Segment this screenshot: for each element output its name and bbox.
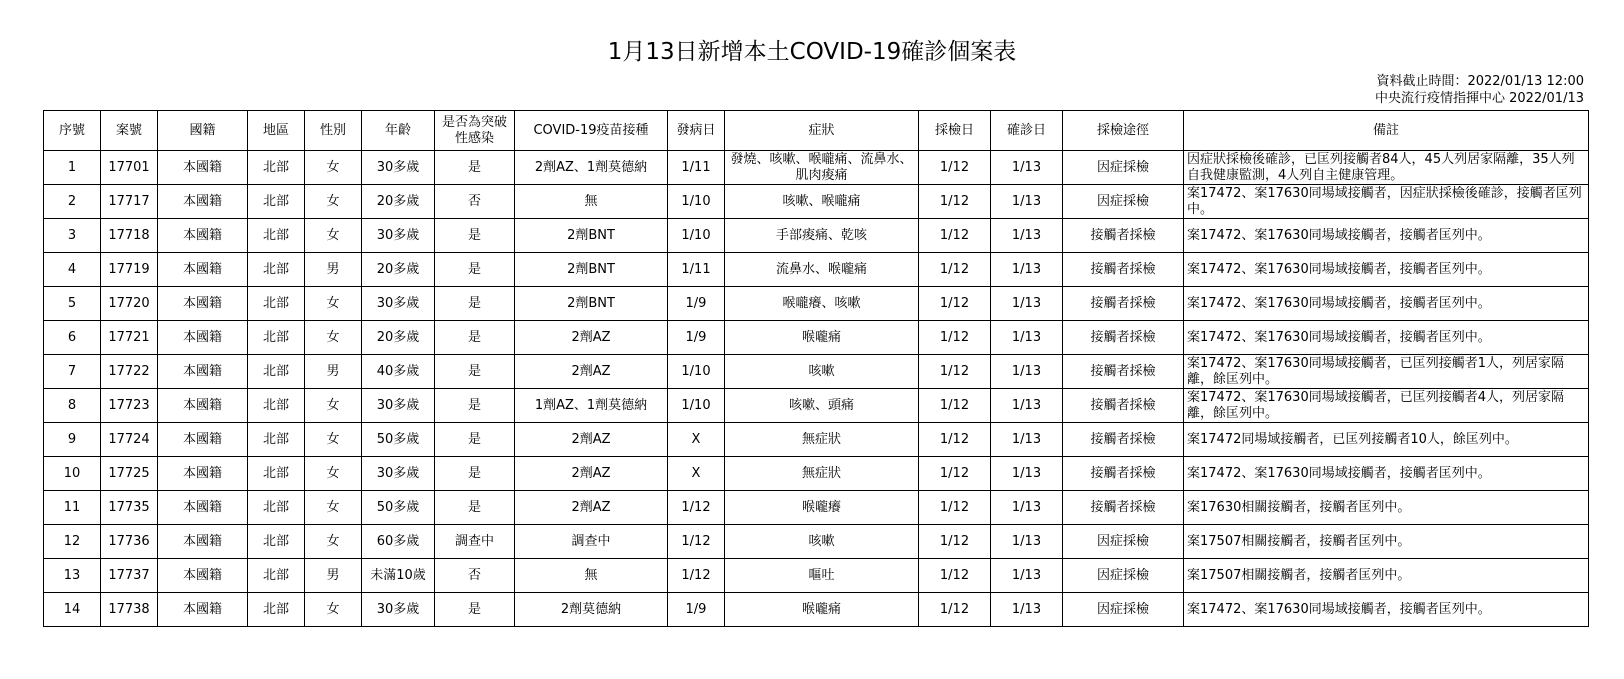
confirm-date-cell: 1/13 <box>991 355 1063 389</box>
serial-no-cell: 1 <box>44 151 101 185</box>
cases-table <box>43 110 1589 627</box>
nationality-cell: 本國籍 <box>158 321 248 355</box>
vaccine-cell: 2劑AZ <box>515 321 668 355</box>
vaccine-cell: 2劑AZ <box>515 423 668 457</box>
confirm-date-cell: 1/13 <box>991 423 1063 457</box>
table-row <box>44 593 1589 627</box>
confirm-date-cell: 1/13 <box>991 389 1063 423</box>
test-date-cell: 1/12 <box>919 185 991 219</box>
age-cell: 20多歲 <box>362 321 435 355</box>
nationality-cell: 本國籍 <box>158 287 248 321</box>
test-date-cell: 1/12 <box>919 559 991 593</box>
age-cell: 30多歲 <box>362 457 435 491</box>
header-cell: 確診日 <box>991 111 1063 151</box>
breakthrough-cell: 是 <box>435 593 515 627</box>
header-cell: 地區 <box>248 111 305 151</box>
nationality-cell: 本國籍 <box>158 185 248 219</box>
serial-no-cell: 6 <box>44 321 101 355</box>
onset-date-cell: X <box>668 457 725 491</box>
test-date-cell: 1/12 <box>919 491 991 525</box>
symptoms-cell: 咳嗽、喉嚨痛 <box>725 185 919 219</box>
onset-date-cell: 1/9 <box>668 287 725 321</box>
nationality-cell: 本國籍 <box>158 219 248 253</box>
age-cell: 40多歲 <box>362 355 435 389</box>
serial-no-cell: 8 <box>44 389 101 423</box>
table-row <box>44 389 1589 423</box>
sex-cell: 男 <box>305 559 362 593</box>
table-row <box>44 321 1589 355</box>
sex-cell: 女 <box>305 287 362 321</box>
nationality-cell: 本國籍 <box>158 559 248 593</box>
onset-date-cell: 1/10 <box>668 219 725 253</box>
symptoms-cell: 喉嚨癢 <box>725 491 919 525</box>
test-date-cell: 1/12 <box>919 457 991 491</box>
symptoms-cell: 流鼻水、喉嚨痛 <box>725 253 919 287</box>
symptoms-cell: 無症狀 <box>725 457 919 491</box>
test-route-cell: 接觸者採檢 <box>1063 219 1184 253</box>
serial-no-cell: 3 <box>44 219 101 253</box>
symptoms-cell: 咳嗽 <box>725 355 919 389</box>
header-cell: COVID-19疫苗接種 <box>515 111 668 151</box>
breakthrough-cell: 是 <box>435 355 515 389</box>
note-cell: 因症狀採檢後確診，已匡列接觸者84人，45人列居家隔離，35人列自我健康監測，4人列自主健康管理。 <box>1184 151 1589 185</box>
header-cell: 序號 <box>44 111 101 151</box>
note-cell: 案17507相關接觸者，接觸者匡列中。 <box>1184 525 1589 559</box>
header-cell: 性別 <box>305 111 362 151</box>
symptoms-cell: 嘔吐 <box>725 559 919 593</box>
header-cell: 採檢途徑 <box>1063 111 1184 151</box>
vaccine-cell: 2劑AZ <box>515 491 668 525</box>
confirm-date-cell: 1/13 <box>991 219 1063 253</box>
serial-no-cell: 5 <box>44 287 101 321</box>
breakthrough-cell: 是 <box>435 253 515 287</box>
case-no-cell: 17719 <box>101 253 158 287</box>
age-cell: 30多歲 <box>362 219 435 253</box>
sex-cell: 女 <box>305 423 362 457</box>
vaccine-cell: 無 <box>515 185 668 219</box>
sex-cell: 女 <box>305 491 362 525</box>
test-route-cell: 接觸者採檢 <box>1063 321 1184 355</box>
confirm-date-cell: 1/13 <box>991 593 1063 627</box>
sex-cell: 女 <box>305 457 362 491</box>
test-route-cell: 因症採檢 <box>1063 525 1184 559</box>
onset-date-cell: 1/12 <box>668 491 725 525</box>
region-cell: 北部 <box>248 423 305 457</box>
table-row <box>44 525 1589 559</box>
table-row <box>44 253 1589 287</box>
serial-no-cell: 4 <box>44 253 101 287</box>
age-cell: 20多歲 <box>362 185 435 219</box>
data-cutoff-time: 資料截止時間：2022/01/13 12:00 <box>1376 74 1584 89</box>
header-cell: 是否為突破性感染 <box>435 111 515 151</box>
test-route-cell: 接觸者採檢 <box>1063 287 1184 321</box>
breakthrough-cell: 是 <box>435 457 515 491</box>
breakthrough-cell: 是 <box>435 389 515 423</box>
table-row <box>44 185 1589 219</box>
symptoms-cell: 喉嚨癢、咳嗽 <box>725 287 919 321</box>
region-cell: 北部 <box>248 389 305 423</box>
onset-date-cell: X <box>668 423 725 457</box>
note-cell: 案17472、案17630同場域接觸者，接觸者匡列中。 <box>1184 457 1589 491</box>
serial-no-cell: 12 <box>44 525 101 559</box>
nationality-cell: 本國籍 <box>158 457 248 491</box>
case-no-cell: 17724 <box>101 423 158 457</box>
header-cell: 採檢日 <box>919 111 991 151</box>
note-cell: 案17472同場域接觸者，已匡列接觸者10人，餘匡列中。 <box>1184 423 1589 457</box>
confirm-date-cell: 1/13 <box>991 321 1063 355</box>
vaccine-cell: 1劑AZ、1劑莫德納 <box>515 389 668 423</box>
onset-date-cell: 1/12 <box>668 559 725 593</box>
serial-no-cell: 14 <box>44 593 101 627</box>
sex-cell: 男 <box>305 253 362 287</box>
serial-no-cell: 13 <box>44 559 101 593</box>
report-meta <box>1375 73 1584 107</box>
sex-cell: 女 <box>305 219 362 253</box>
report-source: 中央流行疫情指揮中心 2022/01/13 <box>1374 91 1584 106</box>
age-cell: 50多歲 <box>362 423 435 457</box>
sex-cell: 女 <box>305 389 362 423</box>
case-no-cell: 17718 <box>101 219 158 253</box>
test-route-cell: 接觸者採檢 <box>1063 355 1184 389</box>
test-route-cell: 因症採檢 <box>1063 151 1184 185</box>
test-date-cell: 1/12 <box>919 219 991 253</box>
case-no-cell: 17701 <box>101 151 158 185</box>
table-body <box>44 151 1589 627</box>
region-cell: 北部 <box>248 253 305 287</box>
region-cell: 北部 <box>248 457 305 491</box>
header-cell: 年齡 <box>362 111 435 151</box>
table-row <box>44 559 1589 593</box>
note-cell: 案17630相關接觸者，接觸者匡列中。 <box>1184 491 1589 525</box>
confirm-date-cell: 1/13 <box>991 151 1063 185</box>
header-cell: 發病日 <box>668 111 725 151</box>
case-no-cell: 17737 <box>101 559 158 593</box>
region-cell: 北部 <box>248 151 305 185</box>
nationality-cell: 本國籍 <box>158 253 248 287</box>
symptoms-cell: 喉嚨痛 <box>725 321 919 355</box>
confirm-date-cell: 1/13 <box>991 559 1063 593</box>
test-route-cell: 因症採檢 <box>1063 593 1184 627</box>
region-cell: 北部 <box>248 287 305 321</box>
test-route-cell: 接觸者採檢 <box>1063 457 1184 491</box>
onset-date-cell: 1/9 <box>668 593 725 627</box>
onset-date-cell: 1/10 <box>668 355 725 389</box>
onset-date-cell: 1/10 <box>668 185 725 219</box>
page-title: 1月13日新增本土COVID-19確診個案表 <box>607 39 1017 65</box>
breakthrough-cell: 否 <box>435 559 515 593</box>
test-route-cell: 因症採檢 <box>1063 185 1184 219</box>
test-date-cell: 1/12 <box>919 389 991 423</box>
test-route-cell: 因症採檢 <box>1063 559 1184 593</box>
breakthrough-cell: 是 <box>435 219 515 253</box>
note-cell: 案17472、案17630同場域接觸者，因症狀採檢後確診，接觸者匡列中。 <box>1184 185 1589 219</box>
case-no-cell: 17720 <box>101 287 158 321</box>
nationality-cell: 本國籍 <box>158 151 248 185</box>
serial-no-cell: 9 <box>44 423 101 457</box>
age-cell: 30多歲 <box>362 287 435 321</box>
breakthrough-cell: 調查中 <box>435 525 515 559</box>
vaccine-cell: 2劑AZ <box>515 355 668 389</box>
test-date-cell: 1/12 <box>919 287 991 321</box>
case-no-cell: 17721 <box>101 321 158 355</box>
symptoms-cell: 咳嗽、頭痛 <box>725 389 919 423</box>
table-row <box>44 423 1589 457</box>
vaccine-cell: 2劑AZ、1劑莫德納 <box>515 151 668 185</box>
case-no-cell: 17738 <box>101 593 158 627</box>
age-cell: 30多歲 <box>362 593 435 627</box>
breakthrough-cell: 是 <box>435 423 515 457</box>
note-cell: 案17472、案17630同場域接觸者，已匡列接觸者4人，列居家隔離，餘匡列中。 <box>1184 389 1589 423</box>
nationality-cell: 本國籍 <box>158 593 248 627</box>
test-date-cell: 1/12 <box>919 593 991 627</box>
test-date-cell: 1/12 <box>919 525 991 559</box>
vaccine-cell: 2劑BNT <box>515 219 668 253</box>
header-cell: 國籍 <box>158 111 248 151</box>
table-row <box>44 355 1589 389</box>
vaccine-cell: 2劑AZ <box>515 457 668 491</box>
header-cell: 症狀 <box>725 111 919 151</box>
age-cell: 30多歲 <box>362 151 435 185</box>
nationality-cell: 本國籍 <box>158 525 248 559</box>
onset-date-cell: 1/11 <box>668 151 725 185</box>
vaccine-cell: 調查中 <box>515 525 668 559</box>
case-no-cell: 17723 <box>101 389 158 423</box>
sex-cell: 男 <box>305 355 362 389</box>
test-route-cell: 接觸者採檢 <box>1063 253 1184 287</box>
sex-cell: 女 <box>305 321 362 355</box>
case-no-cell: 17736 <box>101 525 158 559</box>
serial-no-cell: 2 <box>44 185 101 219</box>
symptoms-cell: 無症狀 <box>725 423 919 457</box>
note-cell: 案17472、案17630同場域接觸者，接觸者匡列中。 <box>1184 253 1589 287</box>
test-route-cell: 接觸者採檢 <box>1063 423 1184 457</box>
onset-date-cell: 1/9 <box>668 321 725 355</box>
vaccine-cell: 2劑BNT <box>515 287 668 321</box>
nationality-cell: 本國籍 <box>158 491 248 525</box>
confirm-date-cell: 1/13 <box>991 287 1063 321</box>
test-route-cell: 接觸者採檢 <box>1063 389 1184 423</box>
test-date-cell: 1/12 <box>919 321 991 355</box>
table-row <box>44 457 1589 491</box>
sex-cell: 女 <box>305 593 362 627</box>
note-cell: 案17507相關接觸者，接觸者匡列中。 <box>1184 559 1589 593</box>
region-cell: 北部 <box>248 355 305 389</box>
breakthrough-cell: 否 <box>435 185 515 219</box>
case-no-cell: 17725 <box>101 457 158 491</box>
confirm-date-cell: 1/13 <box>991 491 1063 525</box>
case-no-cell: 17735 <box>101 491 158 525</box>
symptoms-cell: 咳嗽 <box>725 525 919 559</box>
region-cell: 北部 <box>248 559 305 593</box>
table-row <box>44 287 1589 321</box>
test-date-cell: 1/12 <box>919 355 991 389</box>
region-cell: 北部 <box>248 593 305 627</box>
nationality-cell: 本國籍 <box>158 389 248 423</box>
symptoms-cell: 手部痠痛、乾咳 <box>725 219 919 253</box>
serial-no-cell: 10 <box>44 457 101 491</box>
case-no-cell: 17722 <box>101 355 158 389</box>
symptoms-cell: 發燒、咳嗽、喉嚨痛、流鼻水、肌肉痠痛 <box>725 151 919 185</box>
vaccine-cell: 無 <box>515 559 668 593</box>
onset-date-cell: 1/11 <box>668 253 725 287</box>
nationality-cell: 本國籍 <box>158 423 248 457</box>
sex-cell: 女 <box>305 185 362 219</box>
confirm-date-cell: 1/13 <box>991 185 1063 219</box>
region-cell: 北部 <box>248 321 305 355</box>
breakthrough-cell: 是 <box>435 151 515 185</box>
age-cell: 60多歲 <box>362 525 435 559</box>
region-cell: 北部 <box>248 491 305 525</box>
note-cell: 案17472、案17630同場域接觸者，接觸者匡列中。 <box>1184 287 1589 321</box>
age-cell: 20多歲 <box>362 253 435 287</box>
table-row <box>44 219 1589 253</box>
header-cell: 案號 <box>101 111 158 151</box>
sex-cell: 女 <box>305 151 362 185</box>
region-cell: 北部 <box>248 185 305 219</box>
confirm-date-cell: 1/13 <box>991 457 1063 491</box>
age-cell: 50多歲 <box>362 491 435 525</box>
breakthrough-cell: 是 <box>435 321 515 355</box>
onset-date-cell: 1/10 <box>668 389 725 423</box>
note-cell: 案17472、案17630同場域接觸者，接觸者匡列中。 <box>1184 321 1589 355</box>
region-cell: 北部 <box>248 525 305 559</box>
test-date-cell: 1/12 <box>919 253 991 287</box>
age-cell: 未滿10歲 <box>362 559 435 593</box>
table-row <box>44 491 1589 525</box>
age-cell: 30多歲 <box>362 389 435 423</box>
case-no-cell: 17717 <box>101 185 158 219</box>
breakthrough-cell: 是 <box>435 287 515 321</box>
header-cell: 備註 <box>1184 111 1589 151</box>
serial-no-cell: 11 <box>44 491 101 525</box>
confirm-date-cell: 1/13 <box>991 525 1063 559</box>
nationality-cell: 本國籍 <box>158 355 248 389</box>
test-route-cell: 接觸者採檢 <box>1063 491 1184 525</box>
onset-date-cell: 1/12 <box>668 525 725 559</box>
vaccine-cell: 2劑莫德納 <box>515 593 668 627</box>
test-date-cell: 1/12 <box>919 423 991 457</box>
table-header-row <box>44 111 1589 151</box>
note-cell: 案17472、案17630同場域接觸者，已匡列接觸者1人，列居家隔離，餘匡列中。 <box>1184 355 1589 389</box>
breakthrough-cell: 是 <box>435 491 515 525</box>
serial-no-cell: 7 <box>44 355 101 389</box>
table-row <box>44 151 1589 185</box>
confirm-date-cell: 1/13 <box>991 253 1063 287</box>
vaccine-cell: 2劑BNT <box>515 253 668 287</box>
note-cell: 案17472、案17630同場域接觸者，接觸者匡列中。 <box>1184 593 1589 627</box>
symptoms-cell: 喉嚨痛 <box>725 593 919 627</box>
note-cell: 案17472、案17630同場域接觸者，接觸者匡列中。 <box>1184 219 1589 253</box>
test-date-cell: 1/12 <box>919 151 991 185</box>
sex-cell: 女 <box>305 525 362 559</box>
region-cell: 北部 <box>248 219 305 253</box>
